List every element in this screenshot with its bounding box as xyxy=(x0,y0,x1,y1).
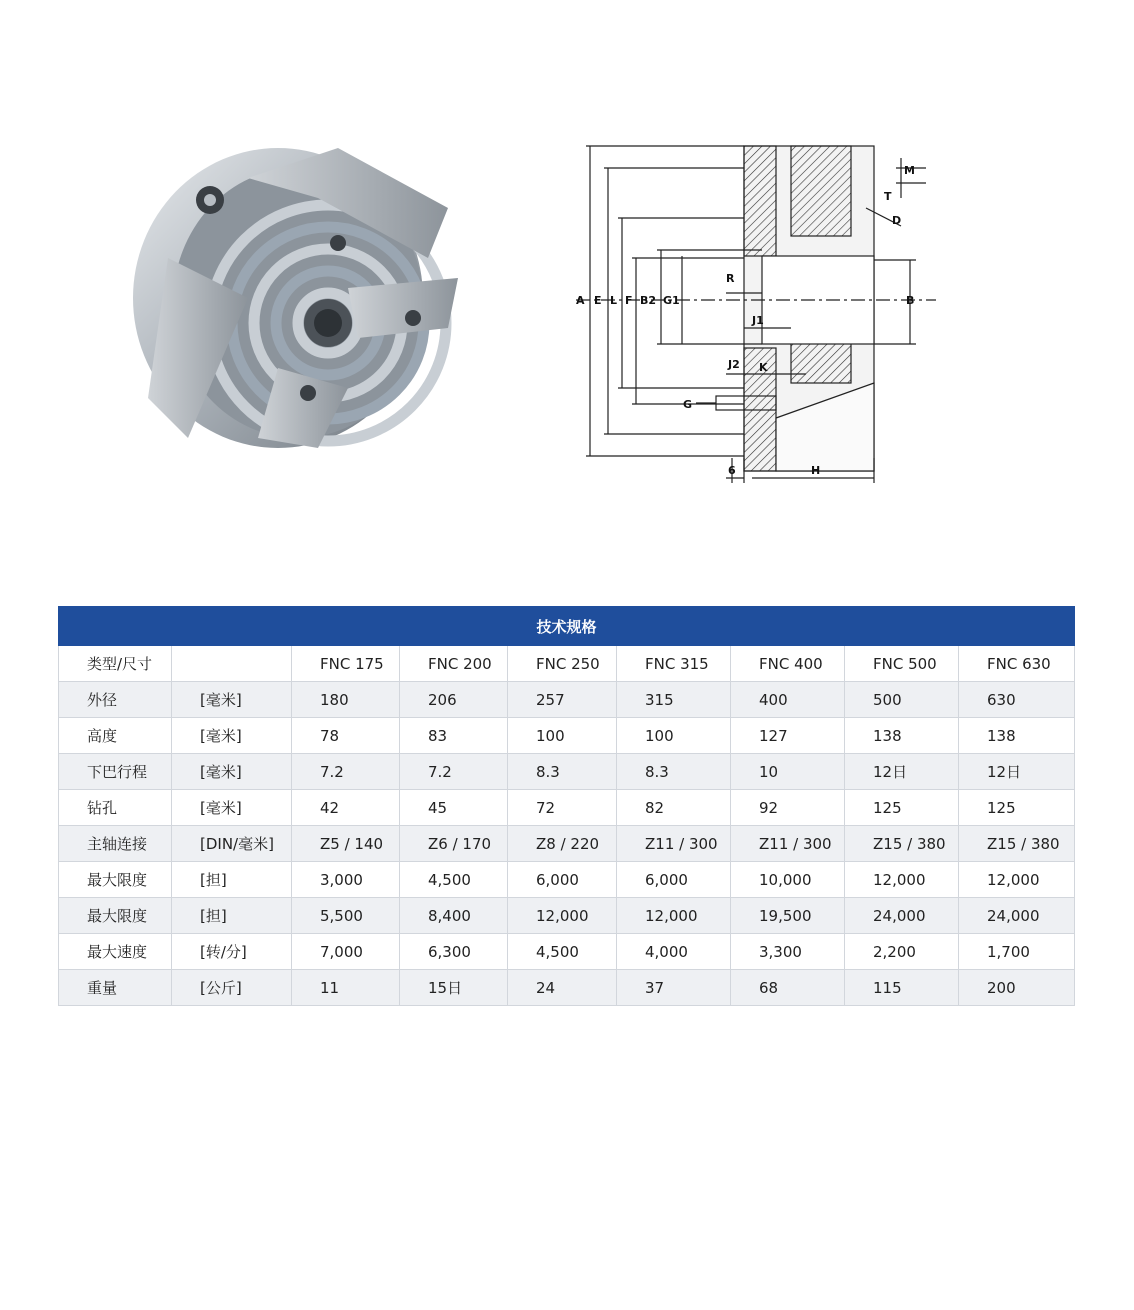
dim-label-B2: B2 xyxy=(640,294,657,307)
cell-value: 7.2 xyxy=(400,754,508,790)
header-label: 类型/尺寸 xyxy=(59,646,172,682)
cell-value: 7.2 xyxy=(292,754,400,790)
cell-value: 37 xyxy=(617,970,731,1006)
row-unit: [担] xyxy=(172,898,292,934)
cell-value: 180 xyxy=(292,682,400,718)
cell-value: 4,500 xyxy=(400,862,508,898)
cell-value: 8.3 xyxy=(508,754,617,790)
cell-value: 4,000 xyxy=(617,934,731,970)
cell-value: 82 xyxy=(617,790,731,826)
header-col: FNC 315 xyxy=(617,646,731,682)
cell-value: 5,500 xyxy=(292,898,400,934)
row-label: 主轴连接 xyxy=(59,826,172,862)
row-unit: [毫米] xyxy=(172,754,292,790)
cell-value: 19,500 xyxy=(731,898,845,934)
table-title: 技术规格 xyxy=(59,607,1075,646)
cell-value: 12,000 xyxy=(845,862,959,898)
dim-label-H: H xyxy=(811,464,821,477)
cell-value: 7,000 xyxy=(292,934,400,970)
row-label: 外径 xyxy=(59,682,172,718)
header-col: FNC 630 xyxy=(959,646,1075,682)
dim-label-G1: G1 xyxy=(663,294,680,307)
cell-value: 500 xyxy=(845,682,959,718)
dim-label-6: 6 xyxy=(728,464,736,477)
row-unit: [担] xyxy=(172,862,292,898)
cell-value: 92 xyxy=(731,790,845,826)
table-header-row xyxy=(59,646,1075,682)
cell-value: 630 xyxy=(959,682,1075,718)
cell-value: 138 xyxy=(959,718,1075,754)
cell-value: Z8 / 220 xyxy=(508,826,617,862)
cell-value: 78 xyxy=(292,718,400,754)
dim-label-D: D xyxy=(892,214,902,227)
cell-value: 45 xyxy=(400,790,508,826)
chuck-dimension-drawing xyxy=(566,138,946,483)
cell-value: Z5 / 140 xyxy=(292,826,400,862)
spec-table xyxy=(58,606,1075,1006)
dim-label-B: B xyxy=(906,294,915,307)
dim-label-A: A xyxy=(576,294,585,307)
cell-value: 6,000 xyxy=(617,862,731,898)
cell-value: 125 xyxy=(845,790,959,826)
dim-label-K: K xyxy=(759,361,768,374)
row-unit: [毫米] xyxy=(172,682,292,718)
cell-value: 400 xyxy=(731,682,845,718)
header-col: FNC 175 xyxy=(292,646,400,682)
cell-value: 12,000 xyxy=(959,862,1075,898)
cell-value: 24,000 xyxy=(959,898,1075,934)
header-col: FNC 200 xyxy=(400,646,508,682)
cell-value: 115 xyxy=(845,970,959,1006)
cell-value: 3,000 xyxy=(292,862,400,898)
cell-value: 12,000 xyxy=(508,898,617,934)
table-row xyxy=(59,862,1075,898)
cell-value: 8,400 xyxy=(400,898,508,934)
cell-value: Z11 / 300 xyxy=(617,826,731,862)
table-row xyxy=(59,718,1075,754)
dim-label-J2: J2 xyxy=(728,358,740,371)
table-row xyxy=(59,682,1075,718)
row-unit: [毫米] xyxy=(172,718,292,754)
cell-value: 6,300 xyxy=(400,934,508,970)
cell-value: Z6 / 170 xyxy=(400,826,508,862)
cell-value: 68 xyxy=(731,970,845,1006)
cell-value: Z15 / 380 xyxy=(845,826,959,862)
dim-label-M: M xyxy=(904,164,915,177)
cell-value: 24,000 xyxy=(845,898,959,934)
cell-value: 206 xyxy=(400,682,508,718)
cell-value: 8.3 xyxy=(617,754,731,790)
table-row xyxy=(59,898,1075,934)
cell-value: 200 xyxy=(959,970,1075,1006)
cell-value: 138 xyxy=(845,718,959,754)
row-unit: [转/分] xyxy=(172,934,292,970)
cell-value: 12日 xyxy=(845,754,959,790)
cell-value: 100 xyxy=(617,718,731,754)
cell-value: 127 xyxy=(731,718,845,754)
cell-value: 10,000 xyxy=(731,862,845,898)
cell-value: 15日 xyxy=(400,970,508,1006)
row-unit: [公斤] xyxy=(172,970,292,1006)
cell-value: 4,500 xyxy=(508,934,617,970)
cell-value: 3,300 xyxy=(731,934,845,970)
cell-value: 125 xyxy=(959,790,1075,826)
row-label: 最大速度 xyxy=(59,934,172,970)
cell-value: 72 xyxy=(508,790,617,826)
cell-value: 1,700 xyxy=(959,934,1075,970)
table-row xyxy=(59,934,1075,970)
row-label: 最大限度 xyxy=(59,898,172,934)
header-col: FNC 250 xyxy=(508,646,617,682)
row-label: 最大限度 xyxy=(59,862,172,898)
row-unit: [DIN/毫米] xyxy=(172,826,292,862)
dim-label-R: R xyxy=(726,272,735,285)
cell-value: 42 xyxy=(292,790,400,826)
dim-label-F: F xyxy=(625,294,633,307)
row-label: 高度 xyxy=(59,718,172,754)
cell-value: Z15 / 380 xyxy=(959,826,1075,862)
cell-value: 100 xyxy=(508,718,617,754)
header-col: FNC 400 xyxy=(731,646,845,682)
row-label: 重量 xyxy=(59,970,172,1006)
cell-value: 257 xyxy=(508,682,617,718)
row-label: 钻孔 xyxy=(59,790,172,826)
cell-value: Z11 / 300 xyxy=(731,826,845,862)
row-unit: [毫米] xyxy=(172,790,292,826)
cell-value: 24 xyxy=(508,970,617,1006)
cell-value: 2,200 xyxy=(845,934,959,970)
table-row xyxy=(59,754,1075,790)
dim-label-G: G xyxy=(683,398,693,411)
cell-value: 12日 xyxy=(959,754,1075,790)
dim-label-E: E xyxy=(594,294,602,307)
dim-label-L: L xyxy=(610,294,618,307)
cell-value: 6,000 xyxy=(508,862,617,898)
chuck-product-photo xyxy=(128,138,468,458)
header-unit xyxy=(172,646,292,682)
cell-value: 11 xyxy=(292,970,400,1006)
cell-value: 10 xyxy=(731,754,845,790)
dim-label-J1: J1 xyxy=(752,314,764,327)
table-row xyxy=(59,970,1075,1006)
table-row xyxy=(59,826,1075,862)
table-row xyxy=(59,790,1075,826)
cell-value: 315 xyxy=(617,682,731,718)
cell-value: 83 xyxy=(400,718,508,754)
header-col: FNC 500 xyxy=(845,646,959,682)
cell-value: 12,000 xyxy=(617,898,731,934)
dim-label-T: T xyxy=(884,190,892,203)
row-label: 下巴行程 xyxy=(59,754,172,790)
